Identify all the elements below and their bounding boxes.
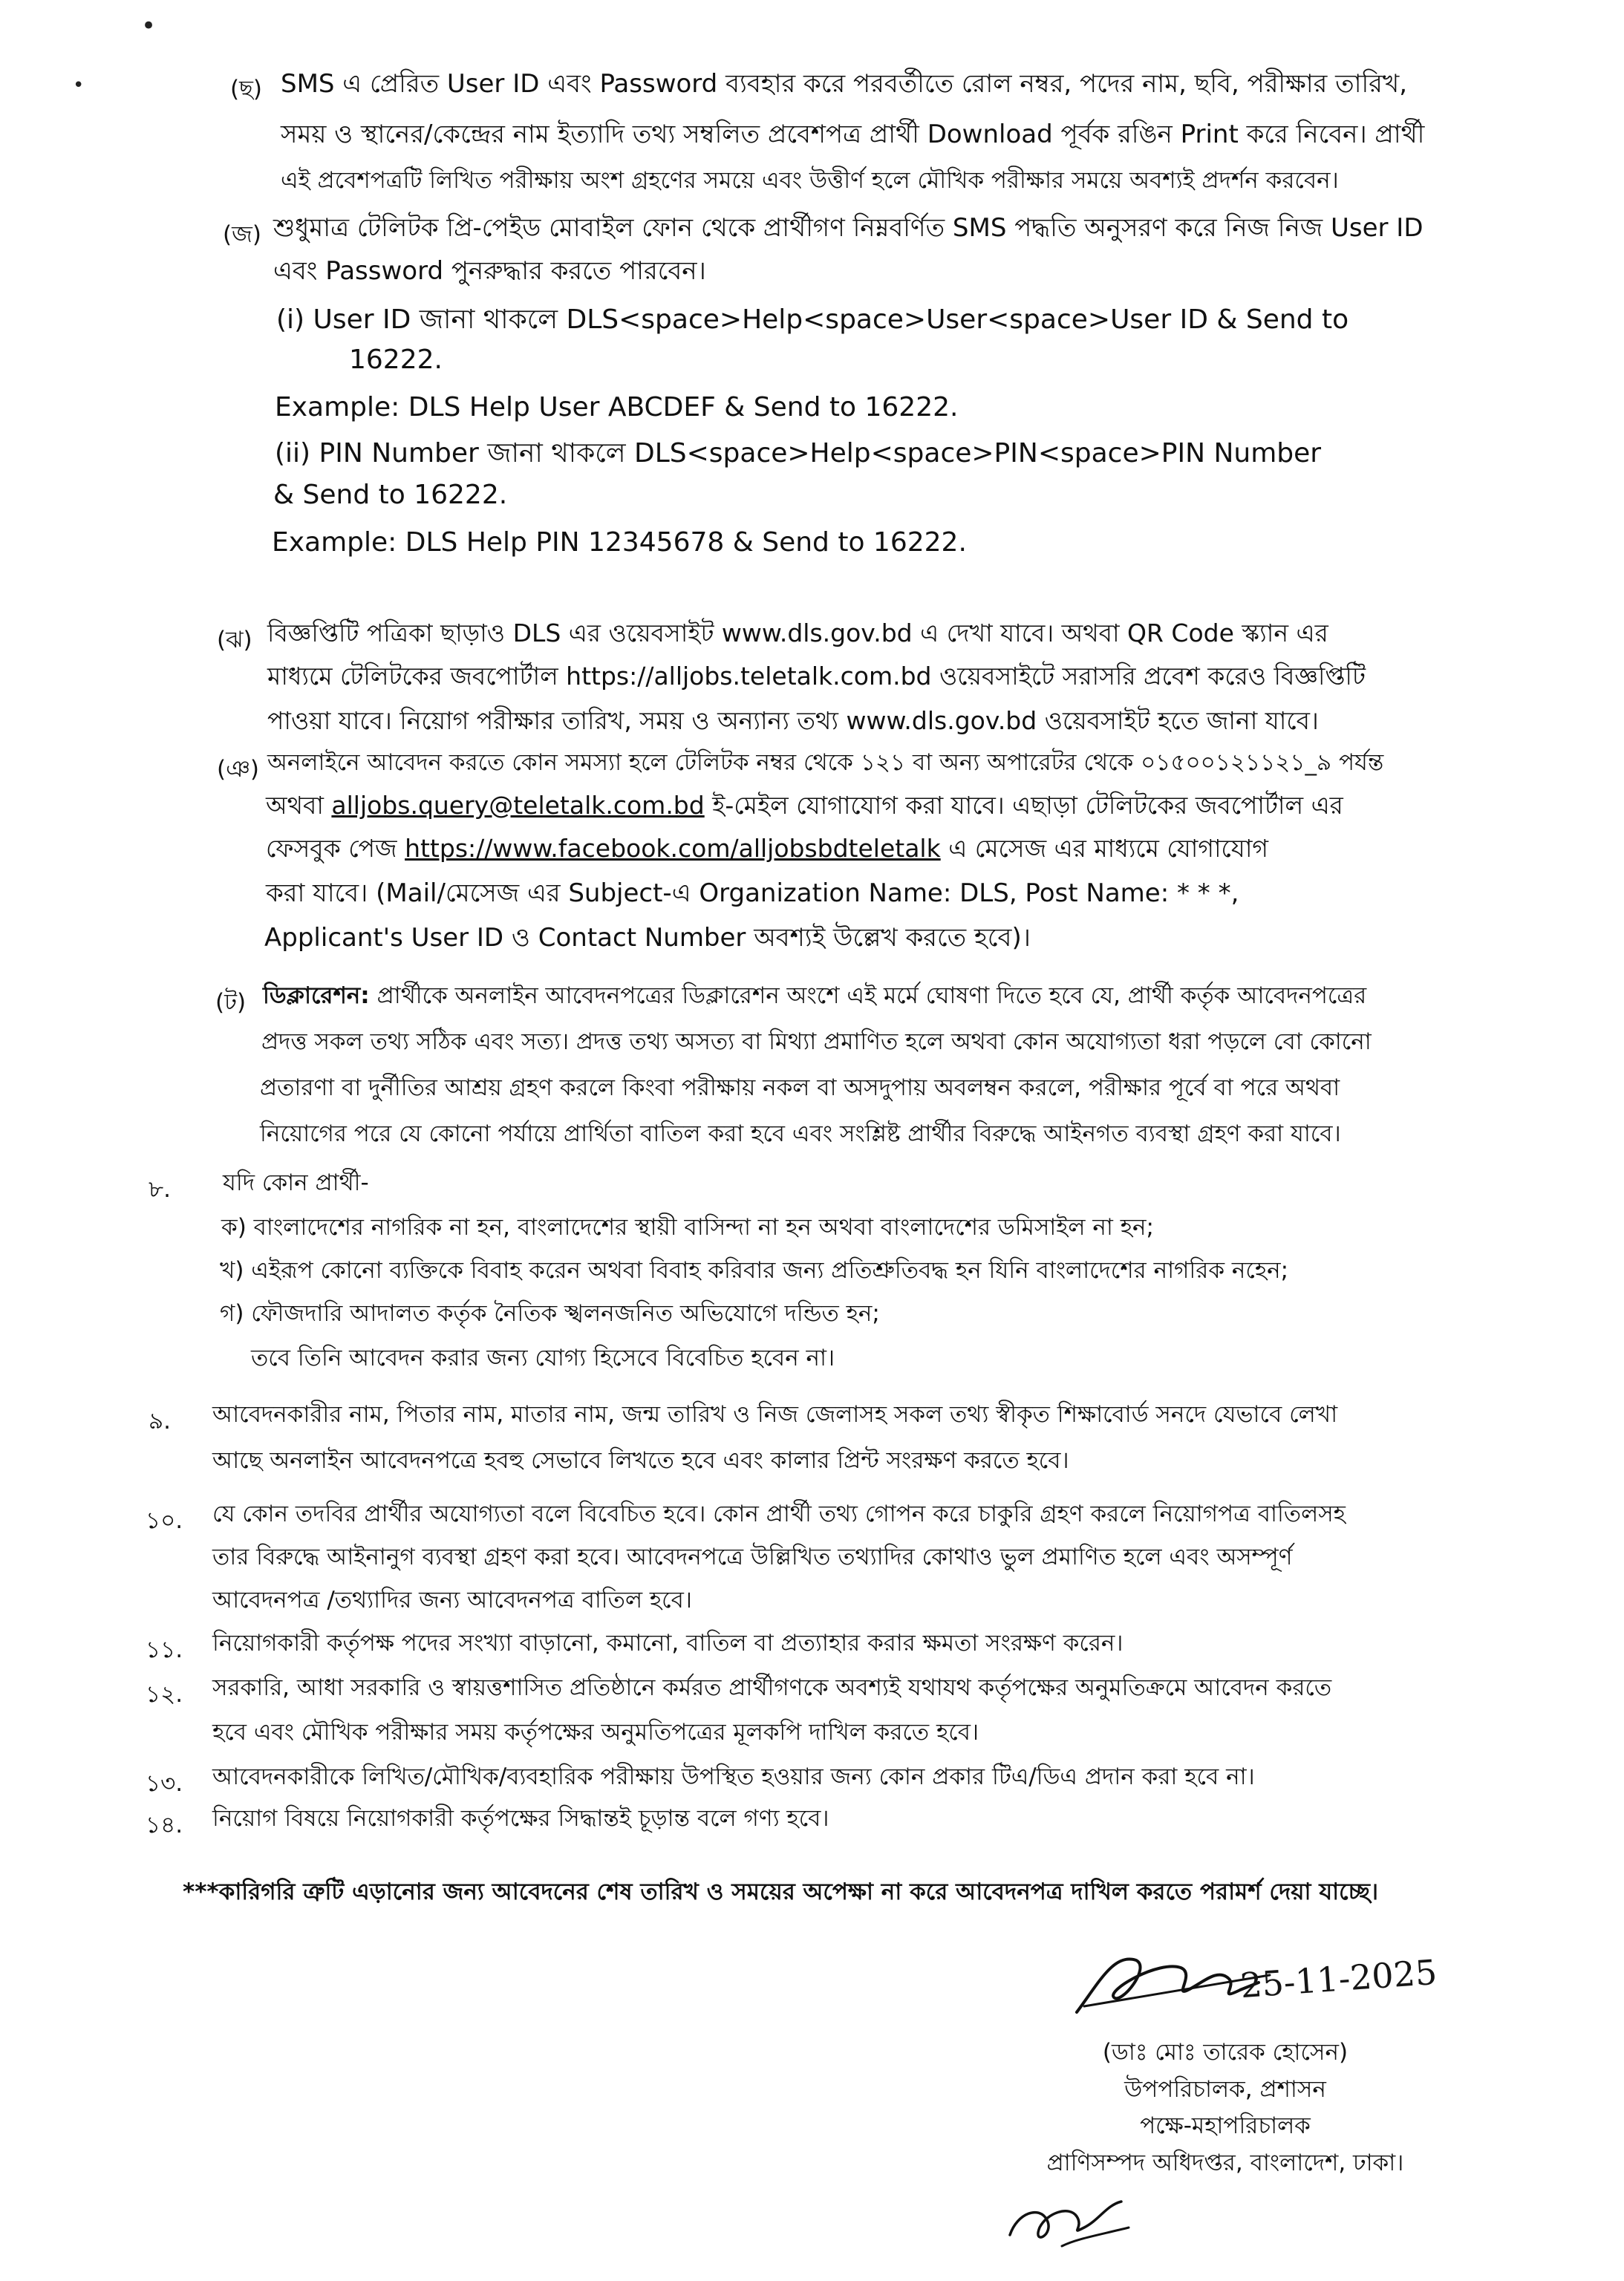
item-12-line: সরকারি, আধা সরকারি ও স্বায়ত্তশাসিত প্রতিষ্ঠানে কর্মরত প্রার্থীগণকে অবশ্যই যথাযথ কর্তৃপক্ষের অনুমতিক্রমে আবেদন করতে: [212, 1674, 1332, 1701]
item-ta-line1-text: প্রার্থীকে অনলাইন আবেদনপত্রের ডিক্লারেশন অংশে এই মর্মে ঘোষণা দিতে হবে যে, প্রার্থী কর্তৃক আবেদনপত্রের: [376, 982, 1367, 1009]
item-10-number: ১০.: [146, 1507, 183, 1534]
facebook-link[interactable]: https://www.facebook.com/alljobsbdteletalk: [405, 834, 941, 863]
item-9-line: আছে অনলাইন আবেদনপত্রে হবহু সেভাবে লিখতে হবে এবং কালার প্রিন্ট সংরক্ষণ করতে হবে।: [212, 1447, 1069, 1474]
item-ja-sub1-cont: 16222.: [349, 345, 443, 375]
item-ja-sub2-cont: & Send to 16222.: [273, 480, 508, 510]
item-10-line: আবেদনপত্র /তথ্যাদির জন্য আবেদনপত্র বাতিল হবে।: [212, 1587, 692, 1613]
email-link[interactable]: alljobs.query@teletalk.com.bd: [331, 791, 705, 820]
item-12-line: হবে এবং মৌখিক পরীক্ষার সময় কর্তৃপক্ষের অনুমতিপত্রের মূলকপি দাখিল করতে হবে।: [212, 1719, 979, 1746]
item-14-number: ১৪.: [146, 1812, 183, 1838]
item-ja-example1: Example: DLS Help User ABCDEF & Send to 16222.: [275, 392, 959, 422]
item-12-number: ১২.: [146, 1681, 183, 1708]
item-8-clause-b: খ) এইরূপ কোনো ব্যক্তিকে বিবাহ করেন অথবা বিবাহ করিবার জন্য প্রতিশ্রুতিবদ্ধ হন যিনি বাংলাদেশের নাগরিক নহেন;: [220, 1257, 1289, 1284]
signature-block: [1017, 2034, 1433, 2182]
item-ja-sub2: (ii) PIN Number জানা থাকলে DLS<space>Help<space>PIN<space>PIN Number: [275, 438, 1322, 469]
item-11-number: ১১.: [146, 1636, 183, 1663]
item-ta-line: প্রতারণা বা দুর্নীতির আশ্রয় গ্রহণ করলে কিংবা পরীক্ষায় নকল বা অসদুপায় অবলম্বন করলে, পরীক্ষার পূর্বে বা পরে অথবা: [260, 1074, 1340, 1101]
item-jha-line: পাওয়া যাবে। নিয়োগ পরীক্ষার তারিখ, সময় ও অন্যান্য তথ্য www.dls.gov.bd ওয়েবসাইট হতে জানা যাবে।: [267, 706, 1319, 735]
item-nya-line: Applicant's User ID ও Contact Number অবশ্যই উল্লেখ করতে হবে)।: [264, 923, 1031, 953]
item-9-line: আবেদনকারীর নাম, পিতার নাম, মাতার নাম, জন্ম তারিখ ও নিজ জেলাসহ সকল তথ্য স্বীকৃত শিক্ষাবোর্ড সনদে যেভাবে লেখা: [212, 1401, 1338, 1428]
item-8-intro: যদি কোন প্রার্থী-: [223, 1169, 369, 1196]
item-ja-example2: Example: DLS Help PIN 12345678 & Send to 16222.: [272, 527, 967, 558]
item-cha-line: SMS এ প্রেরিত User ID এবং Password ব্যবহার করে পরবর্তীতে রোল নম্বর, পদের নাম, ছবি, পরীক্ষার তারিখ,: [281, 69, 1408, 99]
signature-date: 25-11-2025: [1239, 1951, 1438, 2006]
item-jha-line: বিজ্ঞপ্তিটি পত্রিকা ছাড়াও DLS এর ওয়েবসাইট www.dls.gov.bd এ দেখা যাবে। অথবা QR Code স্ক্যান এর: [267, 619, 1328, 647]
signatory-office: প্রাণিসম্পদ অধিদপ্তর, বাংলাদেশ, ঢাকা।: [1046, 2149, 1404, 2176]
item-13-number: ১৩.: [146, 1770, 183, 1797]
technical-advice-note: ***কারিগরি ত্রুটি এড়ানোর জন্য আবেদনের শেষ তারিখ ও সময়ের অপেক্ষা না করে আবেদনপত্র দাখিল করতে পরামর্শ দেয়া যাচ্ছে।: [183, 1879, 1379, 1905]
item-ja-label: (জ): [223, 221, 261, 248]
item-nya-line3-post: এ মেসেজ এর মাধ্যমে যোগাযোগ: [948, 834, 1269, 863]
item-ta-line1: [263, 983, 1366, 1010]
item-9-number: ৯.: [149, 1408, 171, 1435]
item-cha-label: (ছ): [230, 76, 262, 102]
item-ja-line: এবং Password পুনরুদ্ধার করতে পারবেন।: [273, 256, 706, 286]
item-ta-label: (ট): [215, 989, 247, 1016]
item-ta-line: প্রদত্ত সকল তথ্য সঠিক এবং সত্য। প্রদত্ত তথ্য অসত্য বা মিথ্যা প্রমাণিত হলে অথবা কোন অযোগ্যতা ধরা পড়লে বো কোনো: [261, 1028, 1372, 1055]
declaration-heading: ডিক্লারেশন:: [263, 982, 370, 1009]
item-nya-label: (ঞ): [217, 756, 259, 783]
stray-dot: •: [73, 74, 85, 97]
item-cha-line: এই প্রবেশপত্রটি লিখিত পরীক্ষায় অংশ গ্রহণের সময়ে এবং উত্তীর্ণ হলে মৌখিক পরীক্ষার সময়ে অবশ্যই প্রদর্শন করবেন।: [281, 167, 1339, 194]
item-8-outro: তবে তিনি আবেদন করার জন্য যোগ্য হিসেবে বিবেচিত হবেন না।: [251, 1345, 835, 1371]
item-8-clause-a: ক) বাংলাদেশের নাগরিক না হন, বাংলাদেশের স্থায়ী বাসিন্দা না হন অথবা বাংলাদেশের ডমিসাইল না হন;: [221, 1214, 1154, 1241]
signatory-name: (ডাঃ মোঃ তারেক হোসেন): [1102, 2039, 1349, 2066]
item-8-clause-c: গ) ফৌজদারি আদালত কর্তৃক নৈতিক স্খলনজনিত অভিযোগে দন্ডিত হন;: [220, 1300, 880, 1327]
signatory-designation: উপপরিচালক, প্রশাসন: [1124, 2075, 1326, 2103]
item-10-line: তার বিরুদ্ধে আইনানুগ ব্যবস্থা গ্রহণ করা হবে। আবেদনপত্রে উল্লিখিত তথ্যাদির কোথাও ভুল প্রমাণিত হলে এবং অসম্পূর্ণ: [212, 1544, 1293, 1570]
item-nya-line2-post: ই-মেইল যোগাযোগ করা যাবে। এছাড়া টেলিটকের জবপোর্টাল এর: [712, 791, 1343, 820]
item-jha-label: (ঝ): [217, 627, 252, 653]
item-11-line: নিয়োগকারী কর্তৃপক্ষ পদের সংখ্যা বাড়ানো, কমানো, বাতিল বা প্রত্যাহার করার ক্ষমতা সংরক্ষণ করেন।: [212, 1630, 1124, 1657]
item-nya-line2-pre: অথবা: [266, 791, 324, 820]
item-jha-line: মাধ্যমে টেলিটকের জবপোর্টাল https://alljobs.teletalk.com.bd ওয়েবসাইটে সরাসরি প্রবেশ করেও বিজ্ঞপ্তিটি: [267, 662, 1366, 691]
stray-dot: •: [141, 11, 157, 41]
item-nya-line3: [266, 835, 1268, 863]
item-13-line: আবেদনকারীকে লিখিত/মৌখিক/ব্যবহারিক পরীক্ষায় উপস্থিত হওয়ার জন্য কোন প্রকার টিএ/ডিএ প্রদান করা হবে না।: [212, 1763, 1255, 1790]
initial-scrawl: [995, 2176, 1144, 2257]
item-ta-line: নিয়োগের পরে যে কোনো পর্যায়ে প্রার্থিতা বাতিল করা হবে এবং সংশ্লিষ্ট প্রার্থীর বিরুদ্ধে আইনগত ব্যবস্থা গ্রহণ করা যাবে।: [260, 1120, 1341, 1147]
item-8-number: ৮.: [149, 1176, 171, 1203]
item-ja-sub1: (i) User ID জানা থাকলে DLS<space>Help<space>User<space>User ID & Send to: [276, 304, 1349, 335]
item-14-line: নিয়োগ বিষয়ে নিয়োগকারী কর্তৃপক্ষের সিদ্ধান্তই চূড়ান্ত বলে গণ্য হবে।: [212, 1805, 829, 1832]
item-nya-line3-pre: ফেসবুক পেজ: [266, 834, 397, 863]
item-nya-line: অনলাইনে আবেদন করতে কোন সমস্যা হলে টেলিটক নম্বর থেকে ১২১ বা অন্য অপারেটর থেকে ০১৫০০১২১১২১_৯ পর্যন্ত: [267, 749, 1384, 776]
item-nya-line: করা যাবে। (Mail/মেসেজ এর Subject-এ Organization Name: DLS, Post Name: * * *,: [266, 878, 1239, 908]
signatory-on-behalf: পক্ষে-মহাপরিচালক: [1140, 2112, 1311, 2140]
item-ja-line: শুধুমাত্র টেলিটক প্রি-পেইড মোবাইল ফোন থেকে প্রার্থীগণ নিম্নবর্ণিত SMS পদ্ধতি অনুসরণ করে নিজ নিজ User ID: [273, 213, 1424, 243]
item-10-line: যে কোন তদবির প্রার্থীর অযোগ্যতা বলে বিবেচিত হবে। কোন প্রার্থী তথ্য গোপন করে চাকুরি গ্রহণ করলে নিয়োগপত্র বাতিলসহ: [212, 1501, 1346, 1527]
item-cha-line: সময় ও স্থানের/কেন্দ্রের নাম ইত্যাদি তথ্য সম্বলিত প্রবেশপত্র প্রার্থী Download পূর্বক রঙিন Print করে নিবেন। প্রার্থী: [281, 120, 1425, 149]
item-nya-line2: [266, 792, 1343, 820]
